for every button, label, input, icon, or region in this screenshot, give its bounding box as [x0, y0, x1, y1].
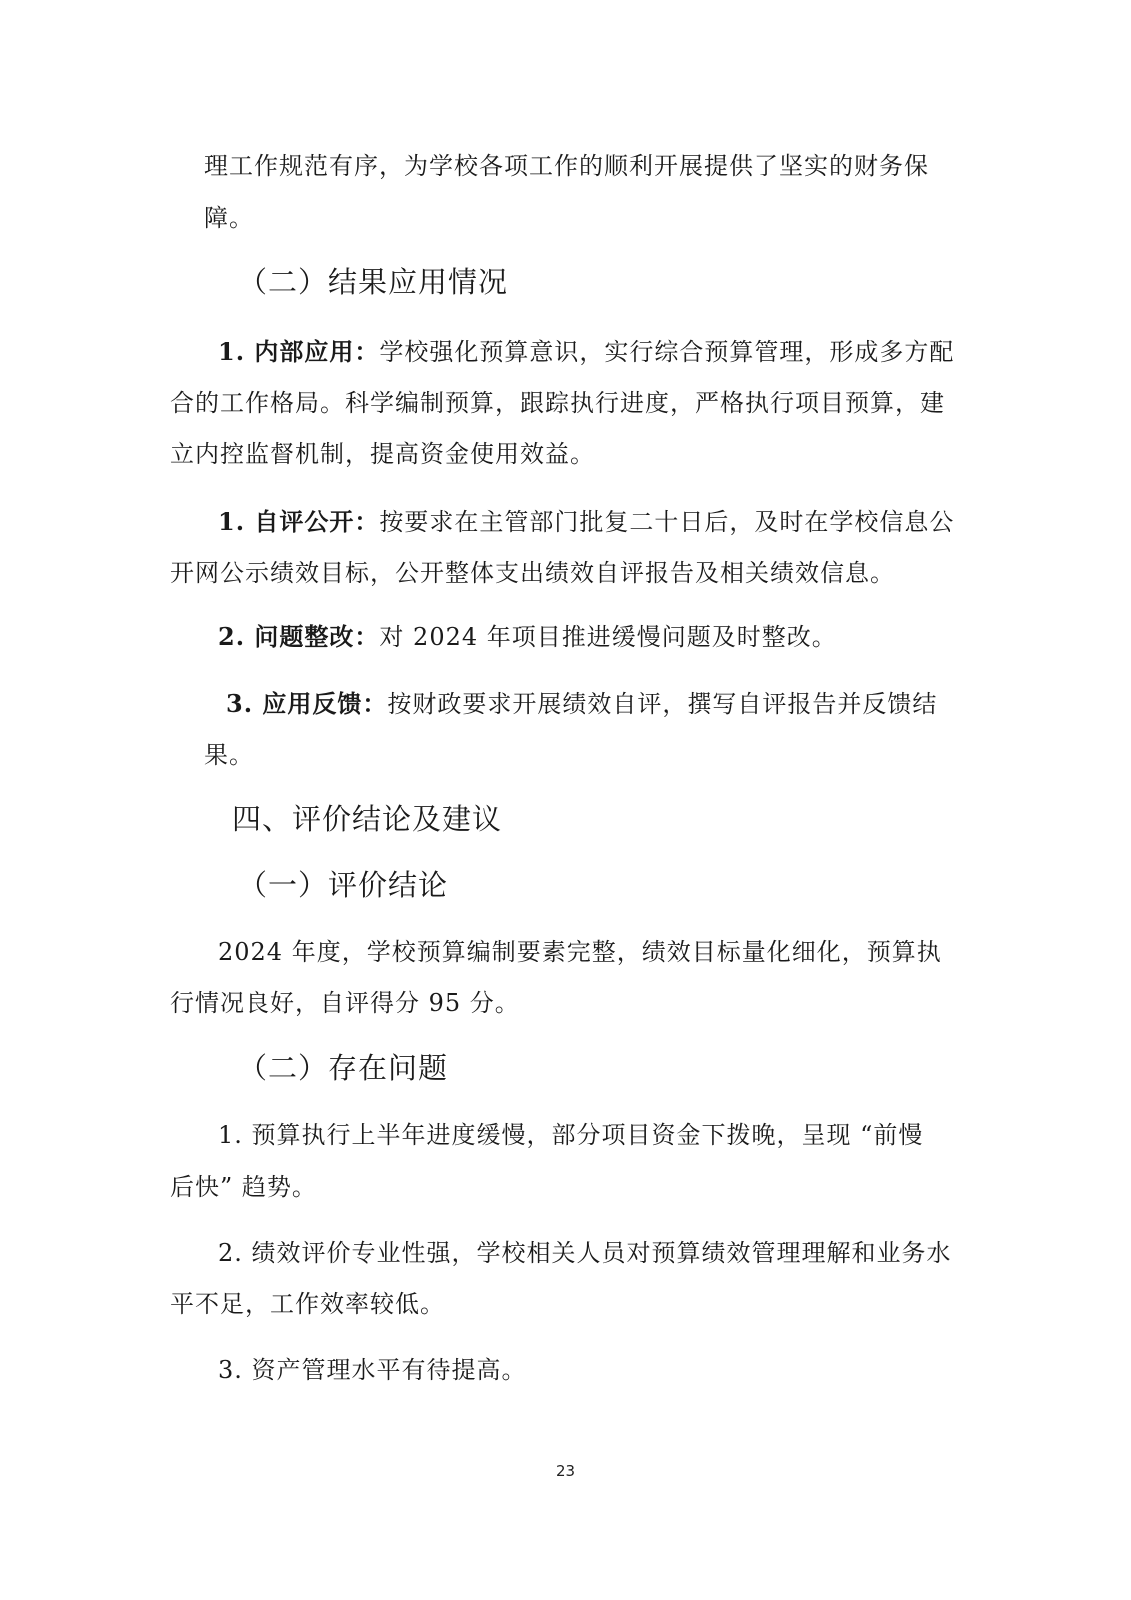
- item-text: 按要求在主管部门批复二十日后，及时在学校信息公: [379, 508, 955, 536]
- section-heading-conclusions: 四、评价结论及建议: [232, 802, 503, 836]
- item-lead: 2. 问题整改：: [218, 622, 380, 651]
- paragraph-line: 3. 资产管理水平有待提高。: [218, 1356, 527, 1384]
- paragraph-line: 合的工作格局。科学编制预算，跟踪执行进度，严格执行项目预算，建: [170, 389, 945, 417]
- paragraph-line: 行情况良好，自评得分 95 分。: [170, 989, 520, 1017]
- item-lead: 3. 应用反馈：: [226, 689, 388, 718]
- subsection-heading-problems: （二）存在问题: [238, 1051, 449, 1085]
- item-text: 对 2024 年项目推进缓慢问题及时整改。: [379, 623, 837, 651]
- paragraph-line: [218, 506, 954, 538]
- paragraph-line: [218, 621, 837, 653]
- paragraph-line: [218, 336, 954, 368]
- paragraph-line: 2. 绩效评价专业性强，学校相关人员对预算绩效管理理解和业务水: [218, 1239, 952, 1267]
- paragraph-line: 果。: [204, 741, 254, 769]
- item-text: 按财政要求开展绩效自评，撰写自评报告并反馈结: [387, 690, 938, 718]
- paragraph-line: 理工作规范有序，为学校各项工作的顺利开展提供了坚实的财务保: [204, 152, 929, 180]
- section-heading-results: （二）结果应用情况: [238, 265, 509, 299]
- paragraph-line: 开网公示绩效目标，公开整体支出绩效自评报告及相关绩效信息。: [170, 559, 895, 587]
- item-text: 学校强化预算意识，实行综合预算管理，形成多方配: [379, 338, 955, 366]
- paragraph-line: 平不足，工作效率较低。: [170, 1290, 445, 1318]
- paragraph-line: [226, 688, 937, 720]
- page-number: 23: [555, 1462, 576, 1480]
- paragraph-line: 立内控监督机制，提高资金使用效益。: [170, 440, 595, 468]
- item-lead: 1. 自评公开：: [218, 507, 380, 536]
- paragraph-line: 1. 预算执行上半年进度缓慢，部分项目资金下拨晚，呈现 “前慢: [218, 1121, 924, 1149]
- paragraph-line: 后快” 趋势。: [170, 1173, 317, 1201]
- paragraph-line: 2024 年度，学校预算编制要素完整，绩效目标量化细化，预算执: [218, 938, 942, 966]
- subsection-heading-conclusion: （一）评价结论: [238, 868, 449, 902]
- paragraph-line: 障。: [204, 204, 254, 232]
- item-lead: 1. 内部应用：: [218, 337, 380, 366]
